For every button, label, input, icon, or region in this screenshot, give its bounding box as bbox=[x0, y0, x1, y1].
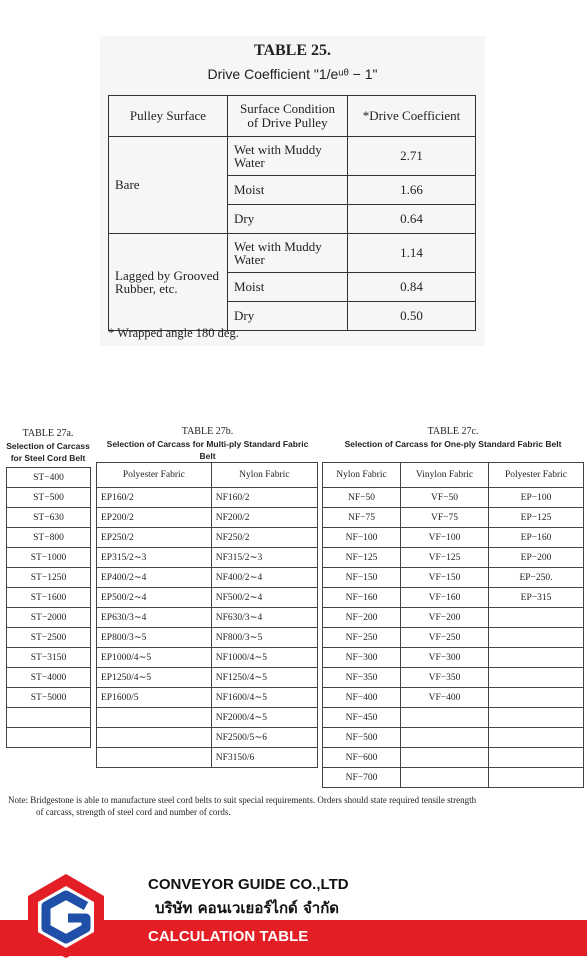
table-row bbox=[323, 608, 584, 628]
table27c-cell: NF−400 bbox=[323, 688, 401, 708]
table27b-cell: EP160/2 bbox=[97, 488, 212, 508]
table-row bbox=[7, 508, 91, 528]
table27b-cell: NF1000/4∼5 bbox=[211, 648, 317, 668]
table27c-cell: EP−160 bbox=[488, 528, 583, 548]
table27b-cell: EP1000/4∼5 bbox=[97, 648, 212, 668]
table27a-cell bbox=[7, 708, 91, 728]
table-row bbox=[323, 568, 584, 588]
table27b-cell: EP400/2∼4 bbox=[97, 568, 212, 588]
table27b-cell: EP250/2 bbox=[97, 528, 212, 548]
table27c-cell bbox=[401, 708, 489, 728]
table27c-header: Nylon Fabric bbox=[323, 463, 401, 488]
table-row bbox=[97, 688, 318, 708]
table27b bbox=[96, 462, 318, 768]
table27c-caption bbox=[322, 426, 584, 450]
company-name-en: CONVEYOR GUIDE CO.,LTD bbox=[148, 876, 349, 893]
table-header-row bbox=[323, 463, 584, 488]
table25-subtitle: Drive Coefficient "1/eᵘᶿ − 1" bbox=[207, 66, 378, 82]
table27c-cell: EP−125 bbox=[488, 508, 583, 528]
table27c-cell bbox=[488, 648, 583, 668]
table25-coefficient: 1.14 bbox=[348, 234, 476, 273]
company-name-th: บริษัท คอนเวเยอร์ไกด์ จำกัด bbox=[155, 899, 340, 917]
table27b-header: Nylon Fabric bbox=[211, 463, 317, 488]
table27c-cell: VF−100 bbox=[401, 528, 489, 548]
table27c-subtitle: Selection of Carcass for One-ply Standard Fabric Belt bbox=[344, 439, 562, 449]
table-row bbox=[323, 648, 584, 668]
table27a-cell: ST−1600 bbox=[7, 588, 91, 608]
table-row bbox=[7, 468, 91, 488]
table27b-cell: NF160/2 bbox=[211, 488, 317, 508]
table-row bbox=[7, 608, 91, 628]
table27b-cell bbox=[97, 748, 212, 768]
table27a-cell: ST−4000 bbox=[7, 668, 91, 688]
table27b-cell: NF800/3∼5 bbox=[211, 628, 317, 648]
table27c-cell: NF−150 bbox=[323, 568, 401, 588]
table27a-cell: ST−800 bbox=[7, 528, 91, 548]
table-row bbox=[7, 548, 91, 568]
table27c-cell: EP−315 bbox=[488, 588, 583, 608]
table-row bbox=[97, 628, 318, 648]
table-row bbox=[97, 488, 318, 508]
table27a-cell: ST−2000 bbox=[7, 608, 91, 628]
table27c-cell: VF−350 bbox=[401, 668, 489, 688]
table27b-cell: EP315/2∼3 bbox=[97, 548, 212, 568]
table27c-cell bbox=[488, 728, 583, 748]
table27b-cell bbox=[97, 728, 212, 748]
table27b-cell: NF2000/4∼5 bbox=[211, 708, 317, 728]
banner-title: CALCULATION TABLE bbox=[148, 928, 309, 945]
table27c-cell: VF−125 bbox=[401, 548, 489, 568]
table27a-cell: ST−5000 bbox=[7, 688, 91, 708]
table-row bbox=[323, 508, 584, 528]
table27c-header: Polyester Fabric bbox=[488, 463, 583, 488]
table-row bbox=[323, 528, 584, 548]
table-row bbox=[97, 608, 318, 628]
table27b-header: Polyester Fabric bbox=[97, 463, 212, 488]
table27a-caption bbox=[4, 428, 92, 464]
table-row bbox=[323, 628, 584, 648]
table25-coefficient: 0.64 bbox=[348, 205, 476, 234]
table-row bbox=[97, 528, 318, 548]
table27c-cell: VF−400 bbox=[401, 688, 489, 708]
table27c-cell: NF−450 bbox=[323, 708, 401, 728]
table25-coefficient: 0.84 bbox=[348, 273, 476, 302]
table-row bbox=[97, 588, 318, 608]
table27-note-line1: Note: Bridgestone is able to manufacture steel cord belts to suit special requirements. Orders should state required tensile strength bbox=[8, 795, 477, 805]
table25-coefficient: 1.66 bbox=[348, 176, 476, 205]
table25-condition: Moist bbox=[228, 176, 348, 205]
table27c bbox=[322, 462, 584, 788]
table25-title: TABLE 25. bbox=[253, 42, 332, 59]
table27c-cell bbox=[401, 768, 489, 788]
table27c-cell: VF−200 bbox=[401, 608, 489, 628]
table27b-title: TABLE 27b. bbox=[181, 426, 234, 437]
table27a-subtitle: Selection of Carcass for Steel Cord Belt bbox=[6, 441, 90, 463]
table25-condition: Wet with Muddy Water bbox=[228, 137, 348, 176]
company-logo-icon bbox=[16, 868, 116, 958]
table-row bbox=[97, 748, 318, 768]
table25-condition: Wet with Muddy Water bbox=[228, 234, 348, 273]
table27c-cell: NF−100 bbox=[323, 528, 401, 548]
table-row bbox=[323, 728, 584, 748]
table27c-cell: VF−160 bbox=[401, 588, 489, 608]
table25-header: *Drive Coefficient bbox=[348, 96, 476, 137]
table27b-cell: NF500/2∼4 bbox=[211, 588, 317, 608]
table27a-cell: ST−400 bbox=[7, 468, 91, 488]
table-row bbox=[7, 708, 91, 728]
table27a bbox=[6, 467, 91, 748]
table25-header: Pulley Surface bbox=[109, 96, 228, 137]
table27c-cell bbox=[401, 728, 489, 748]
table27c-cell: NF−700 bbox=[323, 768, 401, 788]
table27b-cell: EP630/3∼4 bbox=[97, 608, 212, 628]
table-row bbox=[7, 668, 91, 688]
table27b-cell: NF3150/6 bbox=[211, 748, 317, 768]
table27c-cell: EP−200 bbox=[488, 548, 583, 568]
table27c-cell: NF−50 bbox=[323, 488, 401, 508]
table-row bbox=[323, 708, 584, 728]
table-row bbox=[7, 688, 91, 708]
table27c-cell: VF−50 bbox=[401, 488, 489, 508]
table-row bbox=[323, 768, 584, 788]
table27b-cell: EP1600/5 bbox=[97, 688, 212, 708]
table27c-cell bbox=[488, 628, 583, 648]
table25-surface: Bare bbox=[109, 137, 228, 234]
table27c-cell: VF−75 bbox=[401, 508, 489, 528]
table27a-title: TABLE 27a. bbox=[22, 428, 74, 439]
table25-condition: Dry bbox=[228, 302, 348, 331]
table27a-cell: ST−1250 bbox=[7, 568, 91, 588]
table27a-cell: ST−2500 bbox=[7, 628, 91, 648]
table27c-cell: NF−250 bbox=[323, 628, 401, 648]
table27c-header: Vinylon Fabric bbox=[401, 463, 489, 488]
table27c-cell: NF−600 bbox=[323, 748, 401, 768]
table27b-cell: EP500/2∼4 bbox=[97, 588, 212, 608]
table-row bbox=[7, 528, 91, 548]
table-row bbox=[7, 728, 91, 748]
table-row bbox=[323, 668, 584, 688]
table27c-cell bbox=[488, 708, 583, 728]
table25-condition: Dry bbox=[228, 205, 348, 234]
table-row bbox=[7, 568, 91, 588]
table27b-caption bbox=[100, 426, 315, 462]
table27c-cell: NF−500 bbox=[323, 728, 401, 748]
table-row bbox=[97, 568, 318, 588]
table25-surface: Lagged by Grooved Rubber, etc. bbox=[109, 234, 228, 331]
table27a-cell: ST−500 bbox=[7, 488, 91, 508]
table27c-cell: EP−250. bbox=[488, 568, 583, 588]
table27c-cell: NF−75 bbox=[323, 508, 401, 528]
table-row bbox=[323, 688, 584, 708]
table-row bbox=[323, 488, 584, 508]
table-row bbox=[7, 488, 91, 508]
table27c-cell bbox=[488, 768, 583, 788]
table27b-cell: EP200/2 bbox=[97, 508, 212, 528]
table25-coefficient: 2.71 bbox=[348, 137, 476, 176]
table-row bbox=[7, 588, 91, 608]
table27c-cell bbox=[488, 688, 583, 708]
table27b-cell: NF200/2 bbox=[211, 508, 317, 528]
table25 bbox=[108, 95, 476, 331]
table-row bbox=[97, 508, 318, 528]
table27b-cell: NF2500/5∼6 bbox=[211, 728, 317, 748]
table-row bbox=[7, 628, 91, 648]
table27c-cell: NF−160 bbox=[323, 588, 401, 608]
table27c-cell: NF−200 bbox=[323, 608, 401, 628]
table27a-cell: ST−3150 bbox=[7, 648, 91, 668]
table27c-cell: VF−300 bbox=[401, 648, 489, 668]
table-row bbox=[323, 548, 584, 568]
table-header-row bbox=[97, 463, 318, 488]
table27c-cell: NF−350 bbox=[323, 668, 401, 688]
table-row bbox=[323, 588, 584, 608]
table27b-cell: NF315/2∼3 bbox=[211, 548, 317, 568]
table25-note: * Wrapped angle 180 deg. bbox=[108, 326, 239, 340]
table-row bbox=[97, 708, 318, 728]
table27b-cell: NF250/2 bbox=[211, 528, 317, 548]
table27c-title: TABLE 27c. bbox=[427, 426, 479, 437]
table-row bbox=[97, 648, 318, 668]
table27c-cell: NF−125 bbox=[323, 548, 401, 568]
table27c-cell: EP−100 bbox=[488, 488, 583, 508]
table27a-cell bbox=[7, 728, 91, 748]
table-row bbox=[97, 728, 318, 748]
table25-header: Surface Condition of Drive Pulley bbox=[228, 96, 348, 137]
table27c-cell: VF−150 bbox=[401, 568, 489, 588]
table27b-cell: NF1250/4∼5 bbox=[211, 668, 317, 688]
table-row bbox=[97, 668, 318, 688]
table27b-cell: EP1250/4∼5 bbox=[97, 668, 212, 688]
table-row bbox=[323, 748, 584, 768]
table27-note-line2: of carcass, strength of steel cord and number of cords. bbox=[36, 807, 231, 817]
table25-coefficient: 0.50 bbox=[348, 302, 476, 331]
table27b-cell: NF1600/4∼5 bbox=[211, 688, 317, 708]
table27b-subtitle: Selection of Carcass for Multi-ply Standard Fabric Belt bbox=[106, 439, 309, 461]
table-row bbox=[7, 648, 91, 668]
table27a-cell: ST−630 bbox=[7, 508, 91, 528]
table27b-cell: NF400/2∼4 bbox=[211, 568, 317, 588]
table27c-cell: NF−300 bbox=[323, 648, 401, 668]
table27b-cell: EP800/3∼5 bbox=[97, 628, 212, 648]
table27c-cell bbox=[488, 608, 583, 628]
table27b-cell bbox=[97, 708, 212, 728]
table27c-cell bbox=[488, 748, 583, 768]
table-row bbox=[97, 548, 318, 568]
table27a-cell: ST−1000 bbox=[7, 548, 91, 568]
table27c-cell: VF−250 bbox=[401, 628, 489, 648]
table27c-cell bbox=[488, 668, 583, 688]
table27c-cell bbox=[401, 748, 489, 768]
table25-condition: Moist bbox=[228, 273, 348, 302]
table27-note bbox=[8, 794, 578, 818]
table27b-cell: NF630/3∼4 bbox=[211, 608, 317, 628]
